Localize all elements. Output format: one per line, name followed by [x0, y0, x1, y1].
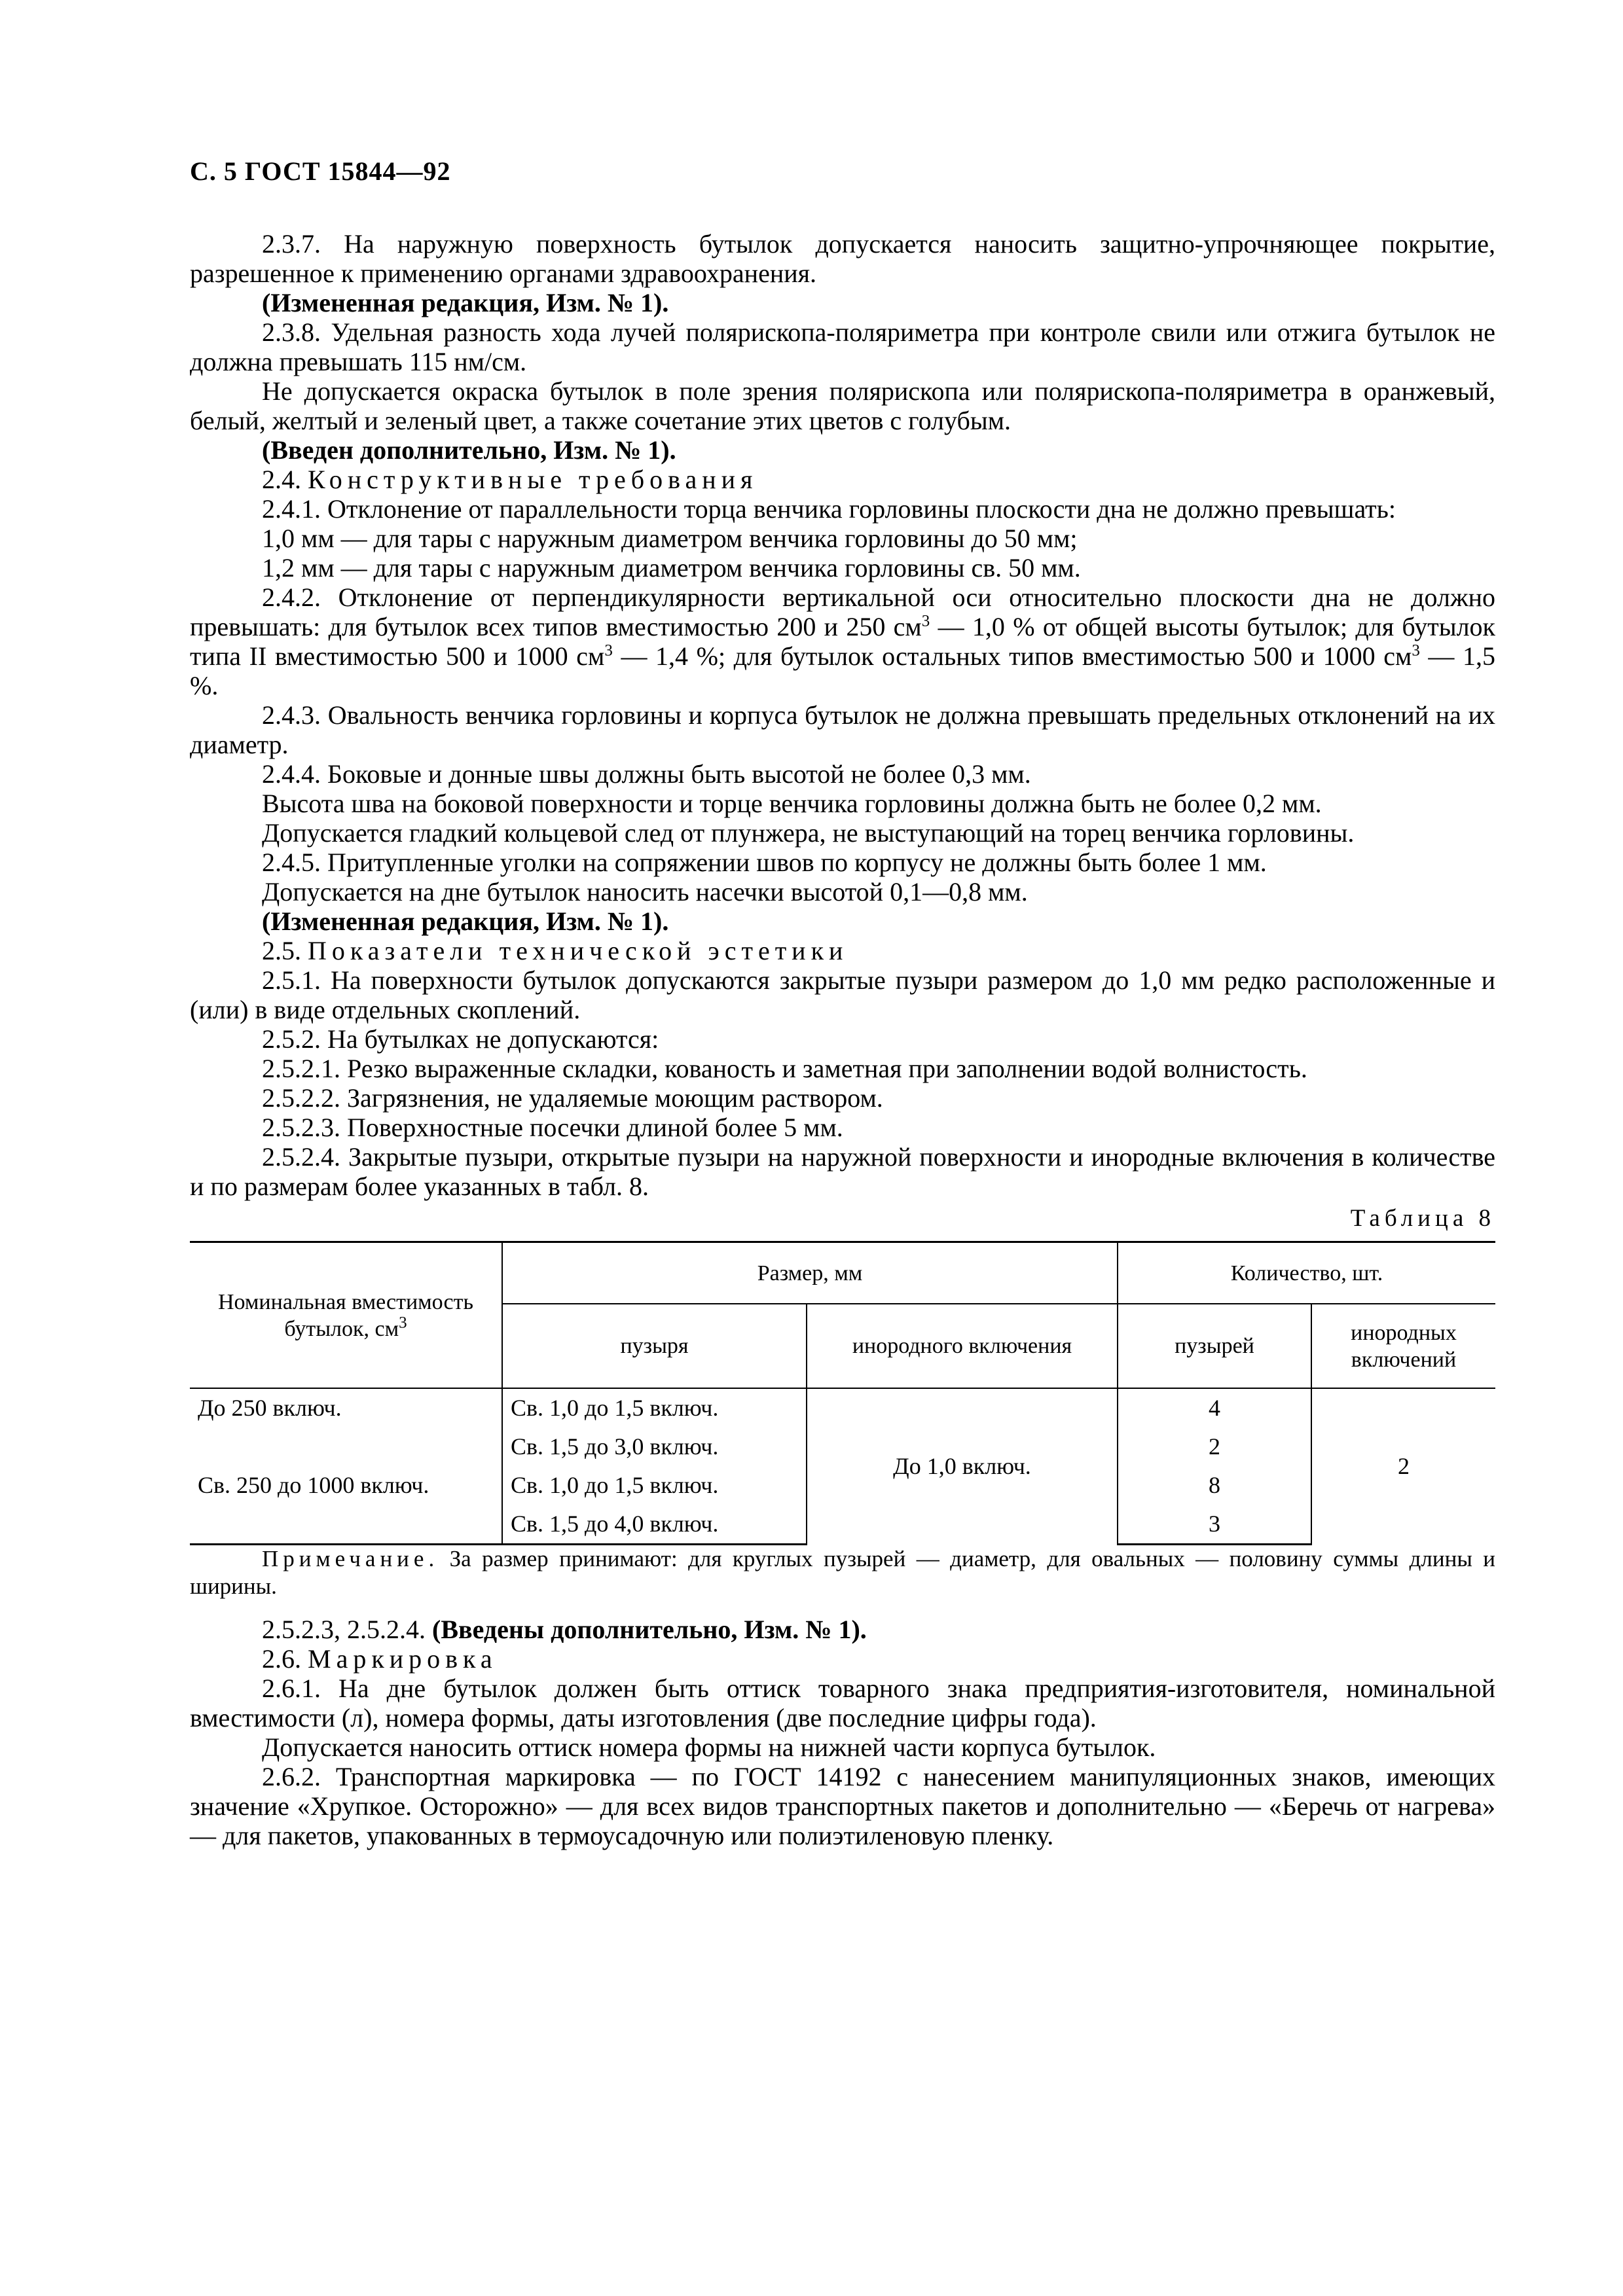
cell-foreign-size: До 1,0 включ. — [807, 1388, 1118, 1545]
header-capacity: Номинальная вместимость бутылок, $см^3$ — [190, 1242, 502, 1389]
cell-capacity — [190, 1505, 502, 1545]
header-count-foreign: инородных включений — [1311, 1304, 1495, 1388]
amendment-note: (Введен дополнительно, Изм. № 1). — [262, 435, 676, 465]
paragraph: Допускается на дне бутылок наносить насечки высотой 0,1—0,8 мм. — [262, 877, 1028, 906]
list-item: 1,0 мм — для тары с наружным диаметром венчика горловины до 50 мм; — [262, 524, 1078, 553]
cell-bubble-size: Св. 1,0 до 1,5 включ. — [502, 1388, 807, 1427]
cell-foreign-count: 2 — [1311, 1388, 1495, 1545]
table-caption: Таблица 8 — [1350, 1205, 1495, 1232]
clause-2-4-3: 2.4.3. Овальность венчика горловины и корпуса бутылок не должна превышать предельных отклонений на их диаметр. — [190, 700, 1495, 759]
cell-capacity — [190, 1427, 502, 1466]
clause-2-5-2-4: 2.5.2.4. Закрытые пузыри, открытые пузыри на наружной поверхности и инородные включения в количестве и по размерам более указанных в табл. 8. — [190, 1142, 1495, 1201]
header-count-bubbles: пузырей — [1118, 1304, 1311, 1388]
amendment-line: 2.5.2.3, 2.5.2.4. (Введены дополнительно, Изм. № 1). — [262, 1615, 867, 1644]
header-size-bubble: пузыря — [502, 1304, 807, 1388]
table-8 — [190, 1241, 1495, 1545]
cell-bubble-size: Св. 1,5 до 3,0 включ. — [502, 1427, 807, 1466]
paragraph: Допускается наносить оттиск номера формы на нижней части корпуса бутылок. — [262, 1732, 1156, 1762]
cell-capacity: До 250 включ. — [190, 1388, 502, 1427]
clause-2-4-4: 2.4.4. Боковые и донные швы должны быть высотой не более 0,3 мм. — [262, 759, 1031, 789]
clause-2-5-2: 2.5.2. На бутылках не допускаются: — [262, 1024, 659, 1054]
page-body — [190, 229, 1495, 1850]
paragraph: Допускается гладкий кольцевой след от плунжера, не выступающий на торец венчика горловины. — [262, 818, 1355, 848]
section-heading-2-6: 2.6. Маркировка — [262, 1644, 498, 1674]
table-row — [190, 1388, 1495, 1427]
amendment-note: (Измененная редакция, Изм. № 1). — [262, 906, 669, 936]
header-count: Количество, шт. — [1118, 1242, 1495, 1304]
header-size: Размер, мм — [502, 1242, 1118, 1304]
cell-bubbles: 2 — [1118, 1427, 1311, 1466]
clause-2-6-2: 2.6.2. Транспортная маркировка — по ГОСТ 14192 с нанесением манипуляционных знаков, имеющих значение «Хрупкое. Осторожно» — для всех видов транспортных пакетов и дополнительно — «Беречь от нагрева» — для пакетов, упакованных в термоусадочную или полиэтиленовую пленку. — [190, 1762, 1495, 1850]
clause-2-4-2: 2.4.2. Отклонение от перпендикулярности вертикальной оси относительно плоскости дна не должно превышать: для бутылок всех типов вместимостью 200 и 250 $см^3$ — 1,0 % от общей высоты бутылок; для бутылок типа II вместимостью 500 и 1000 $см^3$ — 1,4 %; для бутылок остальных типов вместимостью 500 и 1000 $см^3$ — 1,5 %. — [190, 583, 1496, 700]
page-header: С. 5 ГОСТ 15844—92 — [190, 156, 451, 186]
table-note: Примечание. За размер принимают: для круглых пузырей — диаметр, для овальных — половину суммы длины и ширины. — [190, 1546, 1495, 1599]
cell-bubble-size: Св. 1,0 до 1,5 включ. — [502, 1466, 807, 1505]
section-heading-2-4: 2.4. Конструктивные требования — [262, 465, 758, 494]
clause-2-6-1: 2.6.1. На дне бутылок должен быть оттиск товарного знака предприятия-изготовителя, номинальной вместимости (л), номера формы, даты изготовления (две последние цифры года). — [190, 1674, 1495, 1732]
cell-bubbles: 8 — [1118, 1466, 1311, 1505]
header-size-foreign: инородного включения — [807, 1304, 1118, 1388]
clause-2-5-2-1: 2.5.2.1. Резко выраженные складки, кованость и заметная при заполнении водой волнистость. — [262, 1054, 1307, 1083]
clause-2-4-5: 2.4.5. Притупленные уголки на сопряжении швов по корпусу не должны быть более 1 мм. — [262, 848, 1267, 877]
cell-bubble-size: Св. 1,5 до 4,0 включ. — [502, 1505, 807, 1545]
amendment-note: (Измененная редакция, Изм. № 1). — [262, 288, 669, 317]
cell-bubbles: 4 — [1118, 1388, 1311, 1427]
clause-2-5-1: 2.5.1. На поверхности бутылок допускаются закрытые пузыри размером до 1,0 мм редко расположенные и (или) в виде отдельных скоплений. — [190, 965, 1495, 1024]
list-item: 1,2 мм — для тары с наружным диаметром венчика горловины св. 50 мм. — [262, 553, 1081, 583]
cell-bubbles: 3 — [1118, 1505, 1311, 1545]
clause-2-3-7: 2.3.7. На наружную поверхность бутылок допускается наносить защитно-упрочняющее покрытие, разрешенное к применению органами здравоохранения. — [190, 229, 1495, 288]
clause-2-4-1: 2.4.1. Отклонение от параллельности торца венчика горловины плоскости дна не должно превышать: — [262, 494, 1396, 524]
clause-2-5-2-2: 2.5.2.2. Загрязнения, не удаляемые моющим раствором. — [262, 1083, 883, 1113]
section-heading-2-5: 2.5. Показатели технической эстетики — [262, 936, 848, 965]
clause-2-5-2-3: 2.5.2.3. Поверхностные посечки длиной более 5 мм. — [262, 1113, 843, 1142]
cell-capacity: Св. 250 до 1000 включ. — [190, 1466, 502, 1505]
clause-2-3-8: 2.3.8. Удельная разность хода лучей полярископа-поляриметра при контроле свили или отжига бутылок не должна превышать 115 нм/см. — [190, 317, 1495, 376]
paragraph: Высота шва на боковой поверхности и торце венчика горловины должна быть не более 0,2 мм. — [262, 789, 1322, 818]
paragraph: Не допускается окраска бутылок в поле зрения полярископа или полярископа-поляриметра в оранжевый, белый, желтый и зеленый цвет, а также сочетание этих цветов с голубым. — [190, 376, 1495, 435]
